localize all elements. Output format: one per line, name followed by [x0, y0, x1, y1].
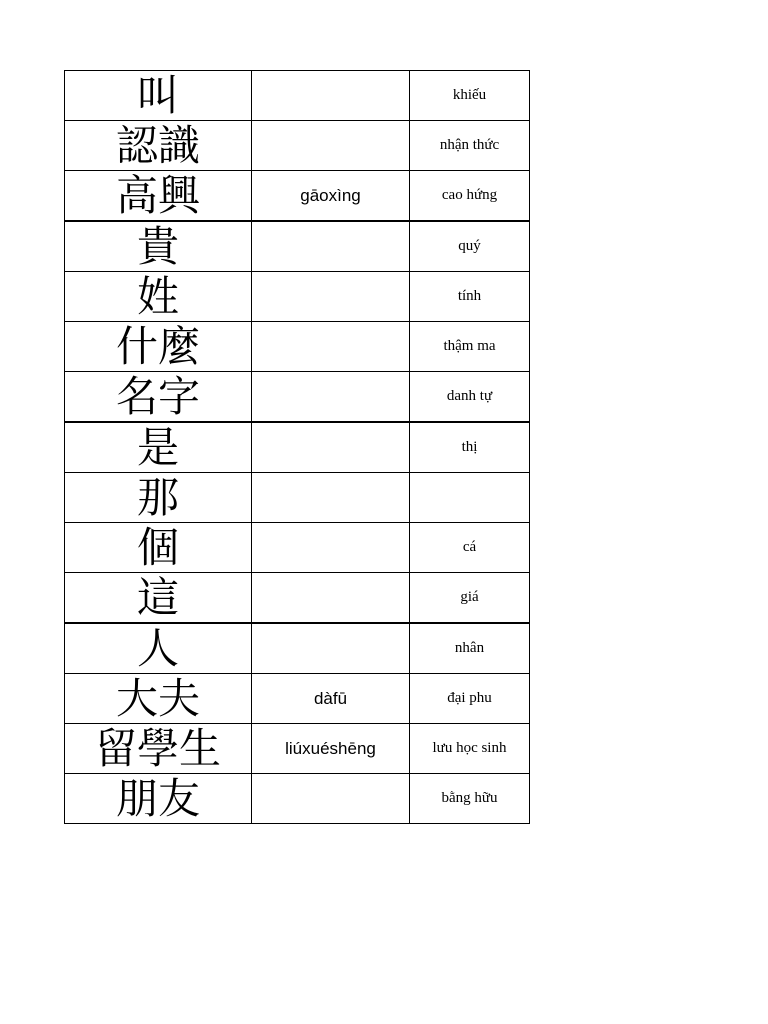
hanzi-cell: 個	[65, 523, 252, 573]
pinyin-cell	[252, 573, 410, 624]
pinyin-cell	[252, 623, 410, 674]
sino-vietnamese-cell	[410, 473, 530, 523]
hanzi-cell: 什麼	[65, 322, 252, 372]
pinyin-cell	[252, 473, 410, 523]
vocabulary-table	[64, 70, 530, 824]
table-row	[65, 724, 530, 774]
table-row	[65, 272, 530, 322]
table-row	[65, 473, 530, 523]
hanzi-cell: 是	[65, 422, 252, 473]
pinyin-cell	[252, 372, 410, 423]
sino-vietnamese-cell: quý	[410, 221, 530, 272]
pinyin-cell	[252, 422, 410, 473]
sino-vietnamese-cell: cao hứng	[410, 171, 530, 222]
sino-vietnamese-cell: đại phu	[410, 674, 530, 724]
table-row	[65, 171, 530, 222]
sino-vietnamese-cell: thị	[410, 422, 530, 473]
table-row	[65, 623, 530, 674]
hanzi-cell: 姓	[65, 272, 252, 322]
hanzi-cell: 留學生	[65, 724, 252, 774]
sino-vietnamese-cell: nhận thức	[410, 121, 530, 171]
hanzi-cell: 認識	[65, 121, 252, 171]
pinyin-cell: liúxuéshēng	[252, 724, 410, 774]
sino-vietnamese-cell: lưu học sinh	[410, 724, 530, 774]
table-row	[65, 674, 530, 724]
pinyin-cell	[252, 71, 410, 121]
hanzi-cell: 人	[65, 623, 252, 674]
sino-vietnamese-cell: bằng hữu	[410, 774, 530, 824]
sino-vietnamese-cell: danh tự	[410, 372, 530, 423]
sino-vietnamese-cell: tính	[410, 272, 530, 322]
pinyin-cell	[252, 121, 410, 171]
hanzi-cell: 那	[65, 473, 252, 523]
hanzi-cell: 貴	[65, 221, 252, 272]
table-row	[65, 422, 530, 473]
pinyin-cell	[252, 774, 410, 824]
table-row	[65, 221, 530, 272]
pinyin-cell: dàfū	[252, 674, 410, 724]
table-row	[65, 372, 530, 423]
hanzi-cell: 大夫	[65, 674, 252, 724]
sino-vietnamese-cell: giá	[410, 573, 530, 624]
table-row	[65, 121, 530, 171]
pinyin-cell	[252, 221, 410, 272]
sino-vietnamese-cell: cá	[410, 523, 530, 573]
pinyin-cell	[252, 523, 410, 573]
table-row	[65, 71, 530, 121]
table-row	[65, 774, 530, 824]
hanzi-cell: 叫	[65, 71, 252, 121]
pinyin-cell	[252, 322, 410, 372]
table-row	[65, 523, 530, 573]
hanzi-cell: 這	[65, 573, 252, 624]
table-row	[65, 573, 530, 624]
hanzi-cell: 名字	[65, 372, 252, 423]
sino-vietnamese-cell: thậm ma	[410, 322, 530, 372]
sino-vietnamese-cell: khiếu	[410, 71, 530, 121]
pinyin-cell: gāoxìng	[252, 171, 410, 222]
pinyin-cell	[252, 272, 410, 322]
hanzi-cell: 高興	[65, 171, 252, 222]
hanzi-cell: 朋友	[65, 774, 252, 824]
table-row	[65, 322, 530, 372]
sino-vietnamese-cell: nhân	[410, 623, 530, 674]
